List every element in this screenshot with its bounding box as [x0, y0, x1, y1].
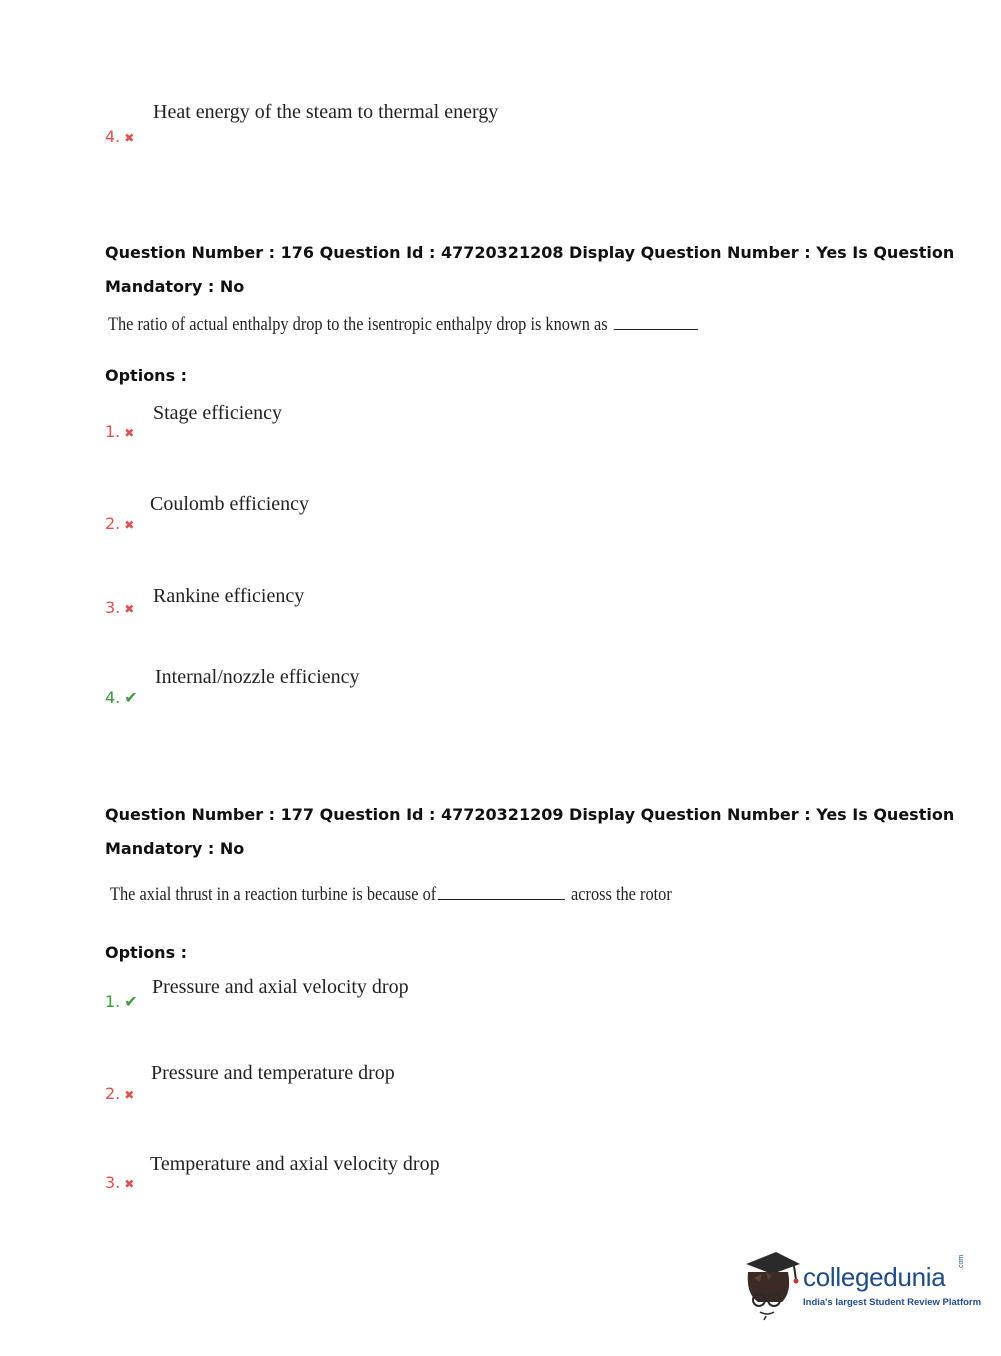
option-text: Pressure and temperature drop	[151, 1062, 395, 1084]
option-number: 4. ✔	[105, 688, 138, 707]
collegedunia-tagline: India's largest Student Review Platform	[803, 1297, 982, 1308]
collegedunia-logo-text: collegedunia	[803, 1262, 946, 1292]
option-text: Coulomb efficiency	[150, 493, 310, 515]
cross-icon: ✖	[124, 426, 135, 440]
check-icon: ✔	[124, 688, 138, 707]
option-number: 1. ✔	[105, 992, 138, 1011]
option-number: 1. ✖	[105, 422, 135, 441]
option-number: 3. ✖	[105, 1173, 135, 1192]
collegedunia-logo-suffix: .com	[958, 1254, 965, 1270]
option-text: Pressure and axial velocity drop	[152, 976, 409, 998]
answer-blank	[438, 898, 565, 900]
answer-blank	[613, 328, 697, 330]
cross-icon: ✖	[124, 518, 135, 532]
option-text: Temperature and axial velocity drop	[150, 1153, 440, 1175]
option-number: 4. ✖	[105, 127, 135, 146]
question-header-mandatory: Mandatory : No	[105, 277, 245, 296]
cross-icon: ✖	[124, 602, 135, 616]
option-text: Internal/nozzle efficiency	[155, 666, 360, 688]
cross-icon: ✖	[124, 1177, 135, 1191]
options-label: Options :	[105, 366, 188, 385]
cross-icon: ✖	[124, 1088, 135, 1102]
option-number: 3. ✖	[105, 598, 135, 617]
option-text: Heat energy of the steam to thermal energy	[153, 101, 499, 123]
option-number: 2. ✖	[105, 1084, 135, 1103]
question-header: Question Number : 177 Question Id : 47720321209 Display Question Number : Yes Is Question	[105, 805, 955, 824]
question-text: The ratio of actual enthalpy drop to the isentropic enthalpy drop is known as	[108, 314, 699, 336]
question-text: The axial thrust in a reaction turbine is because of across the rotor	[110, 884, 672, 905]
question-header: Question Number : 176 Question Id : 47720321208 Display Question Number : Yes Is Question	[105, 243, 955, 262]
option-number: 2. ✖	[105, 514, 135, 533]
cross-icon: ✖	[124, 131, 135, 145]
question-header-mandatory: Mandatory : No	[105, 839, 245, 858]
option-text: Stage efficiency	[153, 402, 283, 424]
collegedunia-mascot-icon	[742, 1250, 802, 1322]
options-label: Options :	[105, 943, 188, 962]
check-icon: ✔	[124, 992, 138, 1011]
option-text: Rankine efficiency	[153, 585, 305, 607]
